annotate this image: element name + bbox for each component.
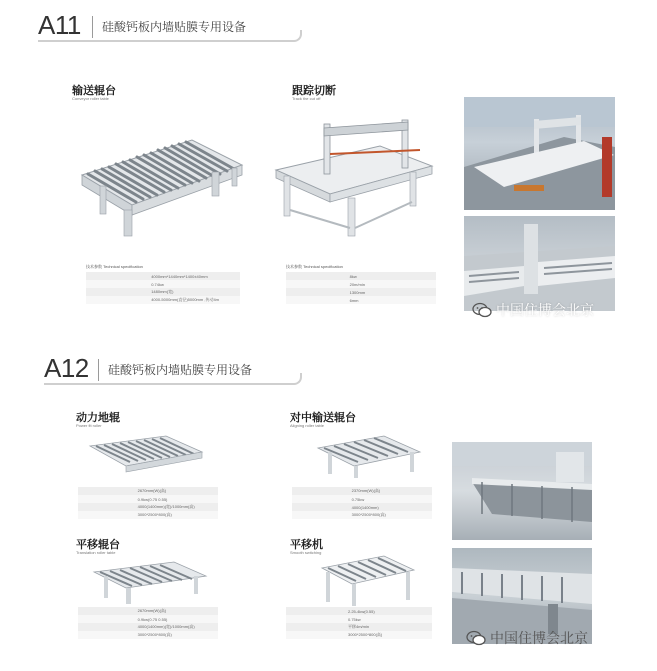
- spec-row: [78, 487, 218, 495]
- section-underline: [38, 30, 302, 42]
- spec-table: [78, 487, 218, 519]
- spec-row: [86, 288, 240, 296]
- wechat-icon: [472, 302, 492, 318]
- watermark-text: 中国住博会北京: [490, 631, 588, 647]
- product-subtitle: Aligning roller table: [290, 423, 325, 428]
- spec-value: 20m/min: [349, 281, 365, 287]
- product-subtitle: Conveyor roller table: [72, 96, 109, 101]
- spec-row: [78, 623, 218, 631]
- spec-value: 4000-5000mm(直径)5000mm ,传动4m: [151, 297, 220, 302]
- section-header-a12: [44, 353, 308, 387]
- spec-value: 6mm: [349, 297, 359, 303]
- section-underline: [44, 373, 302, 385]
- spec-value: 2670mm(W)(高): [137, 608, 167, 613]
- spec-row: [286, 615, 432, 623]
- spec-row: [86, 280, 240, 288]
- watermark: [466, 628, 588, 648]
- wechat-icon: [466, 630, 486, 646]
- section-title: 硅酸钙板内墙贴膜专用设备: [108, 363, 253, 377]
- spec-value: 1480mm(宽): [151, 289, 174, 294]
- spec-row: [286, 296, 436, 304]
- product-title: 平移辊台: [76, 538, 120, 551]
- spec-row: [78, 615, 218, 623]
- spec-value: 8kw: [349, 273, 357, 279]
- spec-row: [86, 296, 240, 304]
- spec-row: [292, 511, 432, 519]
- spec-value: 2370mm(W)(高): [351, 488, 381, 493]
- track-cut-off-machine-image: [270, 110, 440, 240]
- product-subtitle: Track the cut off: [292, 96, 321, 101]
- spec-row: [78, 511, 218, 519]
- spec-value: 0.75kw: [351, 496, 365, 502]
- spec-value: 3000*2500*800(高): [137, 632, 172, 637]
- spec-row: [286, 631, 432, 639]
- power-fit-roller-image: [86, 430, 206, 480]
- spec-row: [286, 623, 432, 631]
- product-subtitle: Power fit roller: [76, 423, 102, 428]
- spec-row: [286, 272, 436, 280]
- section-header-a11: [38, 10, 308, 44]
- spec-row: [78, 503, 218, 511]
- spec-row: [286, 280, 436, 288]
- product-title: 跟踪切断: [292, 84, 336, 97]
- spec-table: [292, 487, 432, 519]
- spec-value: 0.75kw: [348, 616, 361, 622]
- spec-table: [78, 607, 218, 639]
- product-subtitle: Translation roller table: [76, 550, 116, 555]
- spec-row: [292, 495, 432, 503]
- spec-row: [86, 272, 240, 280]
- spec-value: 0.9kw(0.75 0.55): [137, 616, 168, 622]
- product-title: 动力地辊: [76, 411, 120, 424]
- spec-value: 2670mm(W)(高): [137, 488, 167, 493]
- translation-roller-table-image: [90, 556, 210, 606]
- factory-photo: [452, 442, 592, 540]
- product-subtitle: Smooth switching: [290, 550, 322, 555]
- conveyor-roller-table-image: [72, 120, 252, 240]
- spec-value: 0.74kw: [151, 281, 164, 287]
- section-title: 硅酸钙板内墙贴膜专用设备: [102, 20, 247, 34]
- spec-value: 2.25-4kw(0.55): [348, 608, 375, 614]
- spec-row: [78, 631, 218, 639]
- factory-photo: [464, 97, 615, 210]
- spec-row: [78, 495, 218, 503]
- product-title: 平移机: [290, 538, 323, 551]
- spec-value: 0.9kw(0.75 0.55): [137, 496, 168, 502]
- spec-table: [286, 264, 436, 304]
- spec-heading: 技术参数 Technical specification: [286, 264, 343, 269]
- spec-row: [78, 607, 218, 615]
- spec-value: 4000(1400mm): [351, 504, 379, 510]
- spec-row: [292, 503, 432, 511]
- spec-heading: 技术参数 Technical specification: [86, 264, 143, 269]
- spec-value: 3000*2500*800(高): [348, 632, 383, 637]
- spec-value: 4000(1400mm)(宽)/1000mm(高): [137, 504, 195, 509]
- watermark: [472, 300, 594, 320]
- spec-value: 4000mm*1440mm*1400±40mm: [151, 273, 208, 279]
- section-code: A12: [44, 353, 89, 383]
- spec-value: 3000*2500*800(高): [351, 512, 386, 517]
- smooth-switching-machine-image: [318, 552, 418, 608]
- spec-value: 1300mm: [349, 289, 366, 295]
- spec-table: [286, 607, 432, 639]
- factory-photo: [464, 216, 615, 311]
- aligning-roller-table-image: [314, 430, 424, 480]
- section-code: A11: [38, 10, 81, 40]
- spec-row: [286, 288, 436, 296]
- product-title: 输送辊台: [72, 84, 116, 97]
- spec-value: 平移4m/min: [348, 624, 370, 629]
- product-title: 对中输送辊台: [290, 411, 356, 424]
- spec-row: [286, 607, 432, 615]
- spec-value: 4000(1400mm)(宽)/1000mm(高): [137, 624, 195, 629]
- spec-value: 3000*2500*800(高): [137, 512, 172, 517]
- watermark-text: 中国住博会北京: [496, 303, 594, 319]
- spec-table: [86, 264, 240, 304]
- spec-row: [292, 487, 432, 495]
